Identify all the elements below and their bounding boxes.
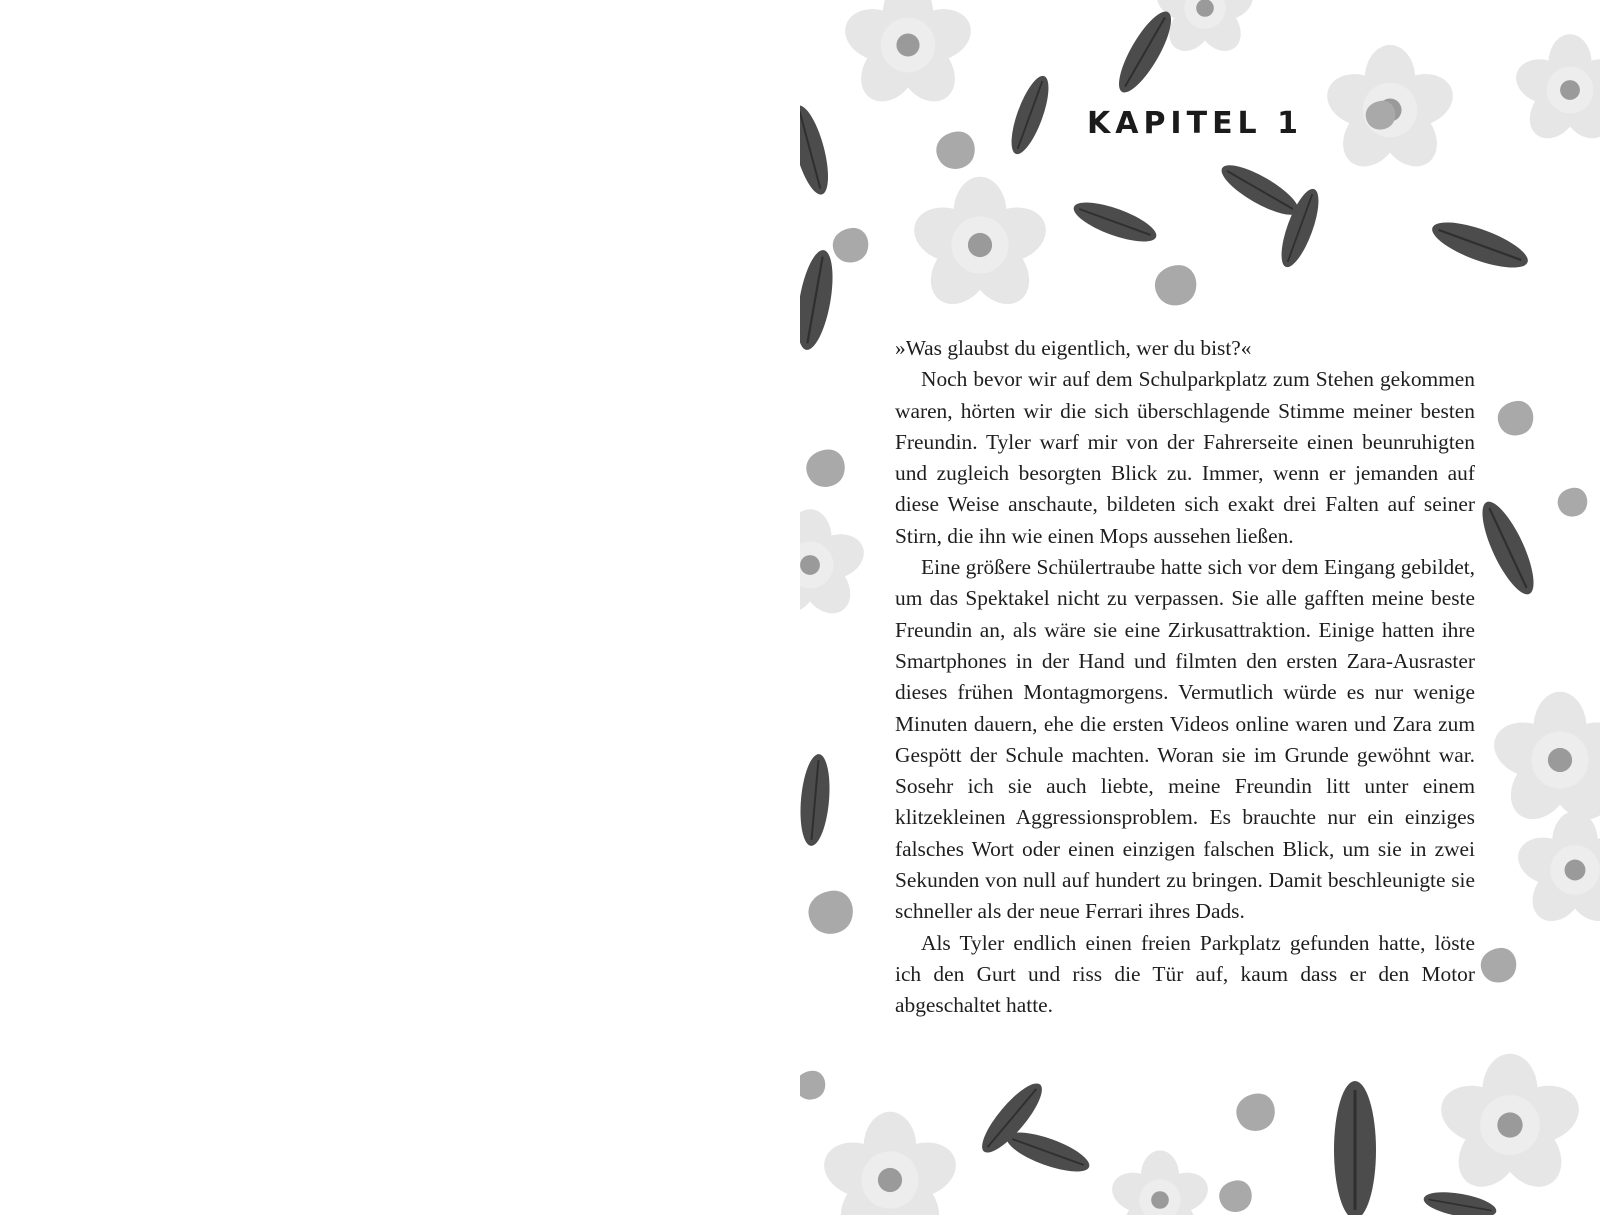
- flower-icon: [817, 1112, 963, 1215]
- leaf-icon: [1002, 1125, 1093, 1180]
- paragraph: Als Tyler endlich einen freien Parkplatz gefunden hatte, löste ich den Gurt und riss die Tür auf, kaum dass er den Motor abgeschaltet hatte.: [895, 930, 1475, 1018]
- paragraph: »Was glaubst du eigentlich, wer du bist?«: [895, 336, 1252, 360]
- leaf-icon: [1334, 1081, 1376, 1215]
- body-text: [895, 333, 1475, 1022]
- paragraph: Noch bevor wir auf dem Schulparkplatz zum Stehen gekommen waren, hörten wir die sich überschlagende Stimme meiner besten Freundin. Tyler warf mir von der Fahrerseite einen beunruhigten und zugleich besorgten Blick zu. Immer, wenn er jemanden auf diese Weise anschaute, bildeten sich exakt drei Falten auf seiner Stirn, die ihn wie einen Mops aussehen ließen.: [895, 367, 1475, 548]
- leaf-icon: [1110, 5, 1180, 99]
- leaf-icon: [1069, 195, 1160, 250]
- flower-icon: [800, 509, 870, 623]
- leaf-icon: [800, 247, 839, 352]
- petal-icon: [1155, 265, 1196, 305]
- flower-icon: [838, 0, 977, 112]
- petal-icon: [1498, 401, 1534, 436]
- leaf-icon: [1473, 496, 1544, 601]
- paragraph: Eine größere Schülertraube hatte sich vor dem Eingang gebildet, um das Spektakel nicht zu verpassen. Sie alle gafften meine beste Freundin an, als wäre sie eine Zirkusattraktion. Einige hatten ihre Smartphones in der Hand und filmten den ersten Zara-Ausraster dieses frühen Montagmorgens. Vermutlich würde es nur wenige Minuten dauern, ehe die ersten Videos online waren und Zara zum Gespött der Schule machten. Woran sie im Grunde gewöhnt war. Sosehr ich sie auch liebte, meine Freundin litt unter einem klitzekleinen Aggressionsproblem. Es brauchte nur ein einziges falsches Wort oder einen einzigen falschen Blick, um sie in zwei Sekunden von null auf hundert zu bringen. Damit beschleunigte sie schneller als der neue Ferrari ihres Dads.: [895, 555, 1475, 924]
- flower-icon: [1434, 1054, 1587, 1199]
- flower-icon: [1512, 811, 1600, 931]
- petal-icon: [1236, 1094, 1274, 1131]
- leaf-icon: [1422, 1188, 1498, 1215]
- petal-icon: [833, 228, 869, 263]
- right-page: [800, 0, 1600, 1215]
- petal-icon: [1481, 948, 1517, 983]
- petal-icon: [1558, 488, 1588, 517]
- flower-icon: [907, 177, 1053, 316]
- leaf-icon: [800, 753, 833, 847]
- leaf-icon: [1216, 157, 1305, 224]
- flower-icon: [1487, 692, 1600, 831]
- chapter-title: KAPITEL 1: [1086, 106, 1303, 141]
- petal-icon: [800, 1071, 825, 1100]
- flower-icon: [1107, 1150, 1213, 1215]
- petal-icon: [1219, 1180, 1252, 1212]
- petal-icon: [808, 891, 852, 934]
- petal-icon: [806, 450, 844, 487]
- leaf-icon: [1427, 213, 1533, 277]
